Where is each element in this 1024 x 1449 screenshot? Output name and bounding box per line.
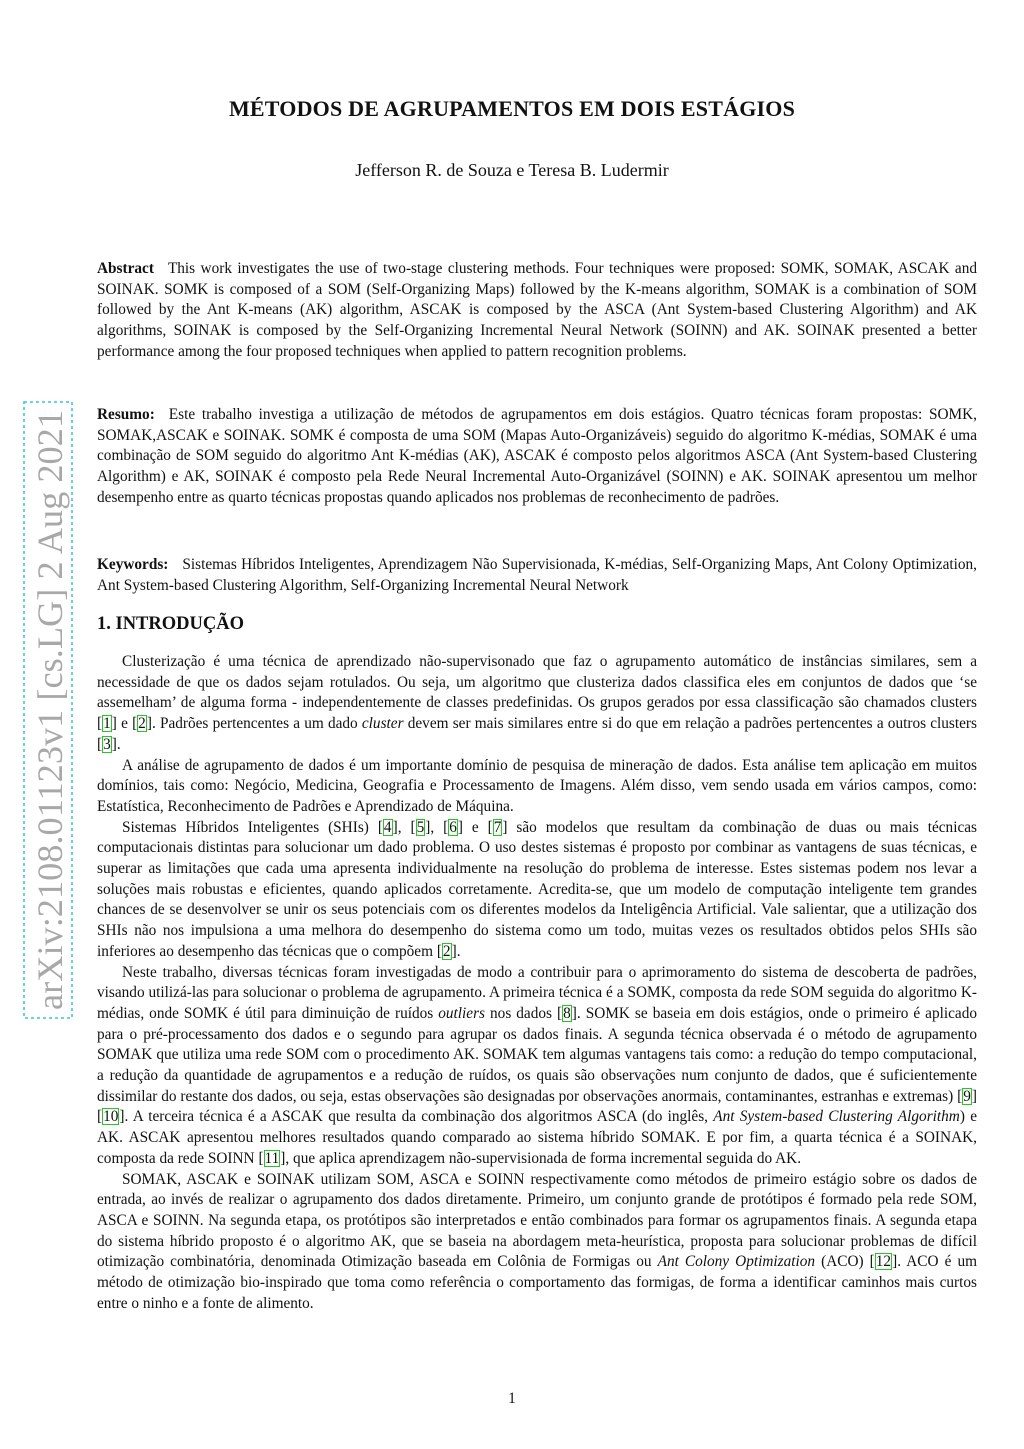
- emphasized-term: outliers: [438, 1004, 485, 1022]
- citation-link[interactable]: 11: [264, 1149, 280, 1167]
- citation-link[interactable]: 1: [103, 715, 111, 733]
- emphasized-term: Ant Colony Optimization: [657, 1253, 816, 1271]
- text-run: .: [116, 735, 121, 753]
- introduction-body: [97, 652, 977, 1315]
- citation-link[interactable]: 10: [103, 1108, 119, 1126]
- intro-paragraph-2: A análise de agrupamento de dados é um importante domínio de pesquisa de mineração de dados. Esta análise tem aplicação em muitos domínios, tais como: Negócio, Medicina, Geografia e Processamento de Imagens. Além disso, vem sendo usada em vários campos, como: Estatística, Reconhecimento de Padrões e Aprendizado de Máquina.: [97, 756, 977, 815]
- citation-link[interactable]: 5: [416, 818, 425, 836]
- page-number: 1: [508, 1390, 516, 1407]
- resumo-block: [97, 405, 977, 509]
- citation-link[interactable]: 2: [442, 942, 451, 960]
- text-run: . ACO é um método de otimização bio-inspirado que toma como referência o comportamento das formigas, de forma a identificar caminhos mais curtos entre o ninho e a fonte de alimento.: [97, 1253, 977, 1312]
- text-run: SOMAK, ASCAK e SOINAK utilizam SOM, ASCA e SOINN respectivamente como métodos de primeiro estágio sobre os dados de entrada, ao invés de realizar o agrupamento dos dados diretamente. Primeiro, um conjunto grande de protótipos é formado pela rede SOM, ASCA e SOINN. Na segunda etapa, os protótipos são interpretados e então combinados para formar os agrupamentos finais. A segunda etapa do sistema híbrido proposto é o algoritmo AK, que se baseia na abordagem meta-heurística, proposta para solucionar problemas de difícil otimização combinatória, denominada Otimização baseada em Colônia de Formigas ou: [97, 1170, 977, 1271]
- resumo-label: Resumo:: [97, 406, 155, 423]
- text-run: (ACO): [815, 1253, 870, 1271]
- citation-link[interactable]: 6: [449, 818, 457, 836]
- keywords-block: [97, 555, 977, 596]
- text-run: . A terceira técnica é a ASCAK que resulta da combinação dos algoritmos ASCA (do inglês,: [124, 1108, 714, 1126]
- text-run: são modelos que resultam da combinação de duas ou mais técnicas computacionais distintas para solucionar um dado problema. O uso destes sistemas é proposto por combinar as vantagens de suas técnicas, e superar as limitações que cada uma apresenta individualmente na resolução do problema de interesse. Estes sistemas podem nos levar a soluções mais robustas e eficientes, quando aplicados corretamente. Acredita-se, que um modelo de computação inteligente tem grandes chances de se desenvolver se unir os seus potenciais com os diferentes modelos da Inteligência Artificial. Vale salientar, que a utilização dos SHIs não nos impulsiona a uma melhora do desempenho do sistema como um todo, muitas vezes os resultados obtidos pelos SHIs são inferiores ao desempenho das técnicas que o compõem: [97, 818, 977, 960]
- text-run: nos dados: [485, 1004, 557, 1022]
- resumo-text: Este trabalho investiga a utilização de métodos de agrupamentos em dois estágios. Quatro técnicas foram propostas: SOMK, SOMAK,ASCAK e SOINAK. SOMK é composta de uma SOM (Mapas Auto-Organizáveis) seguido do algoritmo K-médias, SOMAK é uma combinação de SOM seguido do algoritmo Ant K-médias (AK), ASCAK é composto pelos algoritmos ASCA (Ant System-based Clustering Algorithm) e AK, SOINAK é composto pela Rede Neural Incremental Auto-Organizável (SOINN) e AK. SOINAK apresentou um melhor desempenho entre as quarto técnicas propostas quando aplicados nos problemas de reconhecimento de padrões.: [97, 406, 977, 506]
- citation-link[interactable]: 7: [493, 818, 502, 836]
- arxiv-id-text: arXiv:2108.01123v1 [cs.LG] 2 Aug 2021: [30, 415, 70, 1010]
- text-run: Clusterização é uma técnica de aprendizado não-supervisonado que faz o agrupamento automático de instâncias similares, sem a necessidade de que os dados sejam rotulados. Ou seja, um algoritmo que clusteriza dados classifica eles em conjuntos de dados que ‘se assemelham’ de alguma forma - independentemente de classes predefinidas. Os grupos gerados por essa classificação são chamados clusters: [97, 653, 977, 712]
- intro-paragraph-4: Neste trabalho, diversas técnicas foram investigadas de modo a contribuir para o aprimoramento do sistema de descoberta de padrões, visando utilizá-las para solucionar o problema de agrupamento. A primeira técnica é a SOMK, composta da rede SOM seguida do algoritmo K-médias, onde SOMK é útil para diminuição de ruídos outliers nos dados [8]. SOMK se baseia em dois estágios, onde o primeiro é aplicado para o pré-processamento dos dados e o segundo para agrupar os dados finais. A segunda técnica observada é o método de agrupamento SOMAK que utiliza uma rede SOM com o procedimento AK. SOMAK tem algumas vantagens tais como: a redução do tempo computacional, a redução da quantidade de agrupamentos e a redução de ruídos, os quais são observações num conjunto de dados, que é suficientemente dissimilar do restante dos dados, ou seja, estas observações são designadas por observações anormais, contaminantes, estranhas e extremas) [9] [10]. A terceira técnica é a ASCAK que resulta da combinação dos algoritmos ASCA (do inglês, Ant System-based Clustering Algorithm) e AK. ASCAK apresentou melhores resultados quando comparado ao sistema híbrido SOMAK. E por fim, a quarta técnica é a SOINAK, composta da rede SOINN [11], que aplica aprendizagem não-supervisionada de forma incremental seguida do AK.: [97, 963, 977, 1167]
- text-run: ,: [430, 818, 444, 836]
- arxiv-identifier-stamp: [22, 400, 74, 1020]
- intro-paragraph-5: SOMAK, ASCAK e SOINAK utilizam SOM, ASCA e SOINN respectivamente como métodos de primeiro estágio sobre os dados de entrada, ao invés de realizar o agrupamento dos dados diretamente. Primeiro, um conjunto grande de protótipos é formado pela rede SOM, ASCA e SOINN. Na segunda etapa, os protótipos são interpretados e então combinados para formar os agrupamentos finais. A segunda etapa do sistema híbrido proposto é o algoritmo AK, que se baseia na abordagem meta-heurística, proposta para solucionar problemas de difícil otimização combinatória, denominada Otimização baseada em Colônia de Formigas ou Ant Colony Optimization (ACO) [12]. ACO é um método de otimização bio-inspirado que toma como referência o comportamento das formigas, de forma a identificar caminhos mais curtos entre o ninho e a fonte de alimento.: [97, 1170, 977, 1312]
- paper-title: MÉTODOS DE AGRUPAMENTOS EM DOIS ESTÁGIOS: [228, 96, 796, 121]
- emphasized-term: cluster: [361, 715, 404, 733]
- text-run: , que aplica aprendizagem não-supervisionada de forma incremental seguida do AK.: [285, 1149, 802, 1167]
- citation-link[interactable]: 9: [963, 1087, 971, 1105]
- citation-link[interactable]: 4: [383, 818, 392, 836]
- text-run: e: [462, 818, 488, 836]
- intro-paragraph-3: Sistemas Híbridos Inteligentes (SHIs) [4], [5], [6] e [7] são modelos que resultam da combinação de duas ou mais técnicas computacionais distintas para solucionar um dado problema. O uso destes sistemas é proposto por combinar as vantagens de suas técnicas, e superar as limitações que cada uma apresenta individualmente na resolução do problema de interesse. Estes sistemas podem nos levar a soluções mais robustas e eficientes, quando aplicados corretamente. Acredita-se, que um modelo de computação inteligente tem grandes chances de se desenvolver se unir os seus potenciais com os diferentes modelos da Inteligência Artificial. Vale salientar, que a utilização dos SHIs não nos impulsiona a uma melhora do desempenho do sistema como um todo, muitas vezes os resultados obtidos pelos SHIs são inferiores ao desempenho das técnicas que o compõem [2].: [97, 818, 977, 960]
- paper-authors: Jefferson R. de Souza e Teresa B. Ludermir: [355, 160, 669, 180]
- citation-link[interactable]: 2: [138, 715, 146, 733]
- text-run: .: [456, 942, 461, 960]
- keywords-label: Keywords:: [97, 556, 169, 573]
- text-run: Neste trabalho, diversas técnicas foram investigadas de modo a contribuir para o aprimoramento do sistema de descoberta de padrões, visando utilizá-las para solucionar o problema de agrupamento. A primeira técnica é a SOMK, composta da rede SOM seguida do algoritmo K-médias, onde SOMK é útil para diminuição de ruídos: [97, 963, 977, 1022]
- abstract-text: This work investigates the use of two-stage clustering methods. Four techniques were proposed: SOMK, SOMAK, ASCAK and SOINAK. SOMK is composed of a SOM (Self-Organizing Maps) followed by the K-means algorithm, SOMAK is a combination of SOM followed by the Ant K-means (AK) algorithm, ASCAK is composed by the ASCA (Ant System-based Clustering Algorithm) and AK algorithms, SOINAK is composed by the Self-Organizing Incremental Neural Network (SOINN) and AK. SOINAK presented a better performance among the four proposed techniques when applied to pattern recognition problems.: [97, 260, 977, 360]
- text-run: ) e AK. ASCAK apresentou melhores resultados quando comparado ao sistema híbrido SOMAK. E por fim, a quarta técnica é a SOINAK, composta da rede SOINN: [97, 1108, 977, 1167]
- citation-link[interactable]: 12: [875, 1253, 892, 1271]
- text-run: e: [116, 715, 133, 733]
- keywords-text: Sistemas Híbridos Inteligentes, Aprendizagem Não Supervisionada, K-médias, Self-Organizing Maps, Ant Colony Optimization, Ant System-based Clustering Algorithm, Self-Organizing Incremental Neural Network: [97, 556, 977, 594]
- abstract-block: [97, 259, 977, 363]
- text-run: devem ser mais similares entre si do que em relação a padrões pertencentes a outros clusters: [403, 715, 977, 733]
- text-run: . SOMK se baseia em dois estágios, onde o primeiro é aplicado para o pré-processamento dos dados e o segundo para agrupar os dados finais. A segunda técnica observada é o método de agrupamento SOMAK que utiliza uma rede SOM com o procedimento AK. SOMAK tem algumas vantagens tais como: a redução do tempo computacional, a redução da quantidade de agrupamentos e a redução de ruídos, os quais são observações num conjunto de dados, que é suficientemente dissimilar do restante dos dados, ou seja, estas observações são designadas por observações anormais, contaminantes, estranhas e extremas): [97, 1004, 977, 1105]
- text-run: ,: [397, 818, 411, 836]
- abstract-label: Abstract: [97, 260, 154, 277]
- citation-link[interactable]: 8: [563, 1004, 571, 1022]
- intro-paragraph-1: Clusterização é uma técnica de aprendizado não-supervisonado que faz o agrupamento automático de instâncias similares, sem a necessidade de que os dados sejam rotulados. Ou seja, um algoritmo que clusteriza dados classifica eles em conjuntos de dados que ‘se assemelham’ de alguma forma - independentemente de classes predefinidas. Os grupos gerados por essa classificação são chamados clusters [1] e [2]. Padrões pertencentes a um dado cluster devem ser mais similares entre si do que em relação a padrões pertencentes a outros clusters [3].: [97, 653, 977, 753]
- section-heading-introduction: 1. INTRODUÇÃO: [97, 614, 244, 634]
- text-run: . Padrões pertencentes a um dado: [151, 715, 362, 733]
- emphasized-term: Ant System-based Clustering Algorithm: [713, 1108, 960, 1126]
- citation-link[interactable]: 3: [103, 735, 111, 753]
- text-run: Sistemas Híbridos Inteligentes (SHIs): [122, 818, 378, 836]
